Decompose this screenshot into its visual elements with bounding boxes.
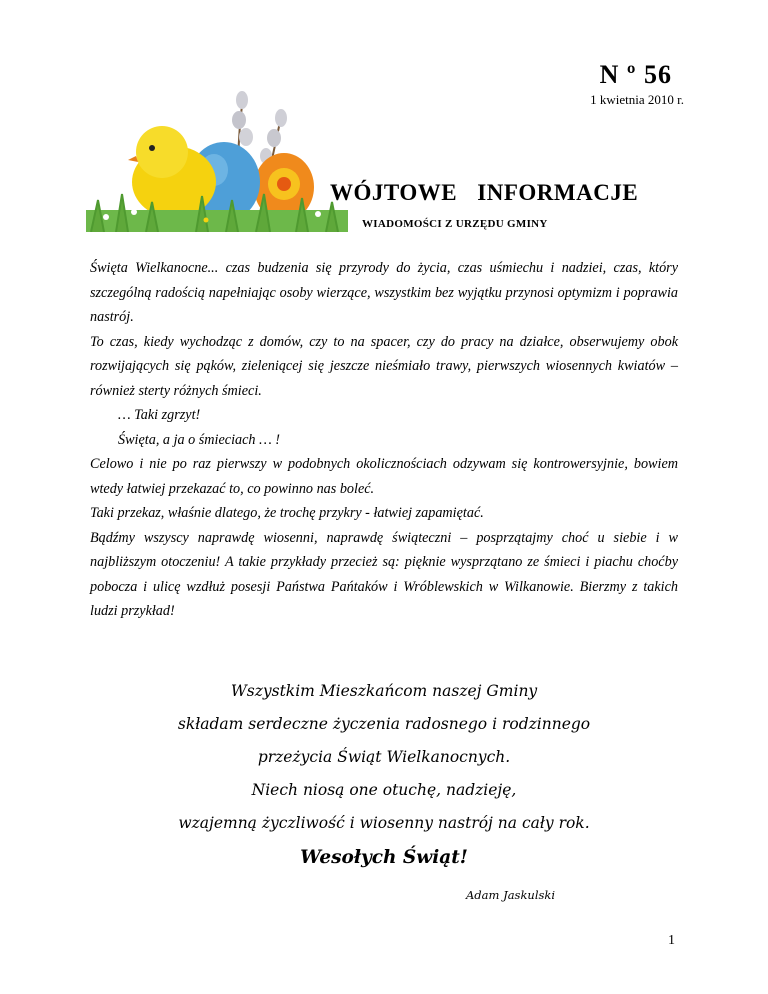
newsletter-title: WÓJTOWE INFORMACJE [330, 180, 639, 205]
paragraph: Taki przekaz, właśnie dlatego, że trochę przykry - łatwiej zapamiętać. [90, 505, 484, 521]
wishes-line: Niech niosą one otuchę, nadzieję, [251, 781, 517, 799]
easter-wishes [90, 675, 678, 874]
signature: Adam Jaskulski [466, 888, 556, 902]
wishes-line: wzajemną życzliwość i wiosenny nastrój na cały rok. [178, 814, 590, 832]
issue-date: 1 kwietnia 2010 r. [590, 92, 684, 107]
paragraph: … Taki zgrzyt! [118, 407, 201, 423]
paragraph: Celowo i nie po raz pierwszy w podobnych okolicznościach odzywam się kontrowersyjnie, bowiem wtedy łatwiej przekazać to, co powinno nas boleć. [90, 456, 678, 497]
wishes-line: przeżycia Świąt Wielkanocnych. [257, 748, 511, 766]
issue-number: N º 56 [599, 60, 672, 89]
paragraph: Święta, a ja o śmieciach … ! [118, 431, 280, 448]
wishes-line: składam serdeczne życzenia radosnego i rodzinnego [177, 715, 591, 733]
article-body [90, 256, 678, 624]
paragraph: Bądźmy wszyscy naprawdę wiosenni, naprawdę świąteczni – posprzątajmy choć u siebie i w najbliższym otoczeniu! A takie przykłady przecież są: pięknie wysprzątano ze śmieci i piachu choćby pobocza i ulicę wzdłuż posesji Państwa Pańtaków i Wróblewskich w Wilkanowie. Bierzmy z takich ludzi przykład! [90, 529, 678, 619]
page-number: 1 [668, 933, 675, 948]
paragraph: To czas, kiedy wychodząc z domów, czy to na spacer, czy do pracy na działce, obserwujemy obok rozwijających się pąków, zieleniącej się jeszcze nieśmiało trawy, pierwszych wiosennych kwiatów – również sterty różnych śmieci. [90, 333, 678, 399]
newsletter-subtitle: WIADOMOŚCI Z URZĘDU GMINY [362, 218, 548, 230]
paragraph: Święta Wielkanocne... czas budzenia się przyrody do życia, czas uśmiechu i nadziei, czas, który szczególną radością napełniając osoby wierzące, wszystkim bez wyjątku przynosi optymizm i poprawia nastrój. [90, 260, 678, 325]
wishes-closing: Wesołych Świąt! [300, 847, 468, 868]
wishes-line: Wszystkim Mieszkańcom naszej Gminy [230, 682, 538, 700]
easter-illustration [86, 82, 348, 232]
